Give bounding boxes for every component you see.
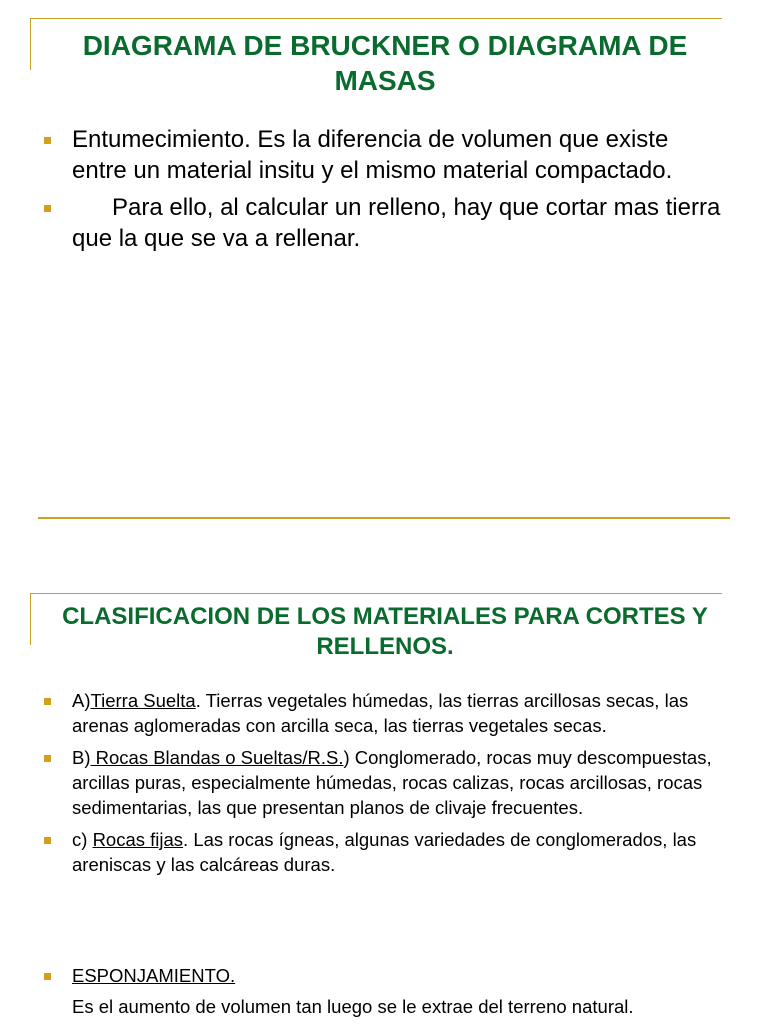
esponjamiento-heading: ESPONJAMIENTO. [72, 965, 236, 986]
list-item [44, 124, 724, 186]
bullet-text: Entumecimiento. Es la diferencia de volumen que existe entre un material insitu y el mismo material compactado. [72, 126, 673, 184]
square-bullet-icon [44, 698, 51, 705]
slide-1-left-rule [30, 18, 31, 70]
square-bullet-icon [44, 205, 51, 212]
square-bullet-icon [44, 837, 51, 844]
list-item [44, 827, 734, 877]
item-term: Rocas fijas [92, 829, 184, 850]
slide-1-top-rule [30, 18, 722, 19]
item-prefix: B) [72, 747, 91, 768]
slide-1-bullet-list [44, 124, 724, 260]
item-term: Rocas Blandas o Sueltas/R.S. [90, 747, 344, 768]
list-item [44, 192, 724, 254]
slide-separator [38, 517, 730, 519]
item-prefix: A) [72, 690, 91, 711]
slide-2-left-rule [30, 593, 31, 645]
slide-2-title: CLASIFICACION DE LOS MATERIALES PARA CORTES Y RELLENOS. [62, 603, 708, 660]
square-bullet-icon [44, 755, 51, 762]
square-bullet-icon [44, 973, 51, 980]
item-term: Tierra Suelta [90, 690, 196, 711]
esponjamiento-definition: Es el aumento de volumen tan luego se le extrae del terreno natural. [72, 996, 634, 1017]
slide-2-bullet-list [44, 688, 734, 884]
item-description: . Las rocas ígneas, algunas variedades de conglomerados, las areniscas y las calcáreas duras. [72, 829, 697, 875]
list-item [44, 963, 744, 988]
list-item [44, 745, 734, 820]
list-item [44, 688, 734, 738]
item-description: . Tierras vegetales húmedas, las tierras arcillosas secas, las arenas aglomeradas con arcilla seca, las tierras vegetales secas. [72, 690, 689, 736]
bullet-text: Para ello, al calcular un relleno, hay que cortar mas tierra que la que se va a rellenar. [72, 194, 721, 252]
esponjamiento-section [44, 963, 744, 1019]
slide-1-title: DIAGRAMA DE BRUCKNER O DIAGRAMA DE MASAS [82, 30, 688, 96]
item-prefix: c) [72, 829, 93, 850]
square-bullet-icon [44, 137, 51, 144]
slide-2-top-rule [30, 593, 722, 594]
item-description: ) Conglomerado, rocas muy descompuestas, arcillas puras, especialmente húmedas, rocas calizas, rocas arcillosas, rocas sedimentarias, las que presentan planos de clivaje frecuentes. [72, 747, 712, 818]
